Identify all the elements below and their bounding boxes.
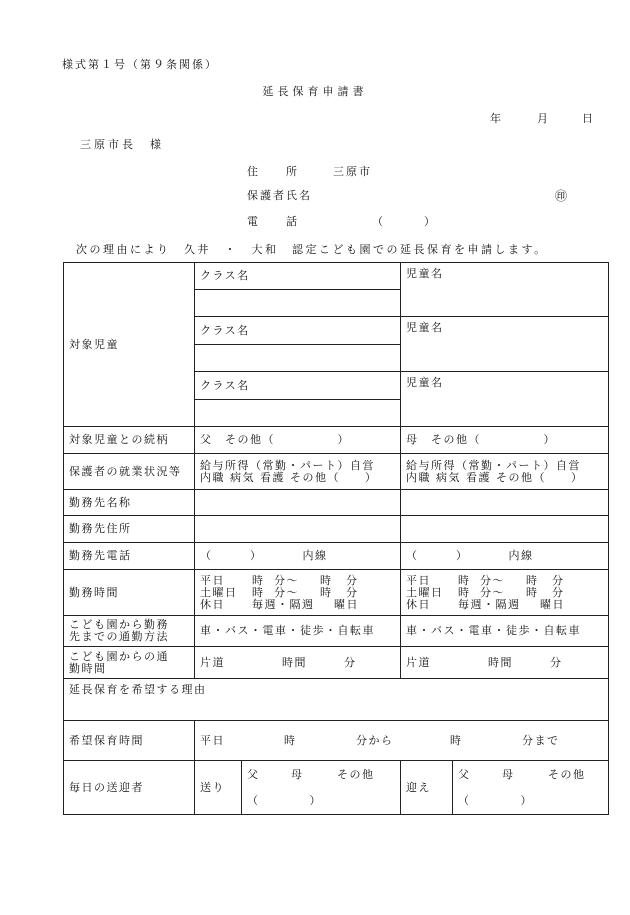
workplace-phone-row: [64, 543, 609, 570]
class-name-field-2[interactable]: [195, 345, 401, 372]
drop-off-field[interactable]: 父 母 その他 （ ）: [242, 761, 401, 815]
relation-father-field[interactable]: 父 その他（ ）: [195, 427, 401, 454]
relation-mother-field[interactable]: 母 その他（ ）: [401, 427, 609, 454]
employment-line-1: 給与所得（常勤・パート）自営: [406, 458, 582, 472]
date-year: 年: [490, 112, 503, 125]
desired-time-row: [64, 721, 609, 761]
phone-paren: （ ）: [200, 549, 263, 562]
workplace-name-mother[interactable]: [401, 490, 609, 516]
request-statement: 次の理由により 久井 ・ 大和 認定こども園での延長保育を申請します。: [76, 243, 548, 256]
class-name-label-1: クラス名: [195, 263, 401, 290]
relation-row: [64, 427, 609, 454]
class-name-label-2: クラス名: [195, 317, 401, 345]
child-name-field-3[interactable]: 児童名: [401, 372, 609, 427]
date-day: 日: [582, 112, 595, 125]
commute-method-father[interactable]: 車・バス・電車・徒歩・自転車: [195, 616, 401, 647]
escort-row: [64, 761, 609, 815]
reason-row: [64, 679, 609, 721]
child-name-field-1[interactable]: 児童名: [401, 263, 609, 317]
extension-label: 内線: [508, 549, 534, 562]
commute-method-label: こども園から勤務 先までの通勤方法: [64, 616, 195, 647]
date-month: 月: [537, 112, 550, 125]
workplace-phone-label: 勤務先電話: [64, 543, 195, 570]
guardian-name-label: 保護者氏名: [247, 189, 312, 202]
desired-time-label: 希望保育時間: [64, 721, 195, 761]
addressee: 三原市長 様: [80, 138, 164, 151]
work-hours-father[interactable]: 平日 時 分～ 時 分 土曜日 時 分～ 時 分 休日 毎週・隔週 曜日: [195, 570, 401, 616]
workplace-address-label: 勤務先住所: [64, 516, 195, 543]
class-name-label-3: クラス名: [195, 372, 401, 400]
commute-method-row: [64, 616, 609, 647]
workplace-address-row: [64, 516, 609, 543]
seal-icon: ㊞: [555, 189, 570, 203]
commute-time-label: こども園からの通 勤時間: [64, 647, 195, 679]
workplace-name-father[interactable]: [195, 490, 401, 516]
relation-label: 対象児童との続柄: [64, 427, 195, 454]
commute-time-mother[interactable]: 片道 時間 分: [401, 647, 609, 679]
workplace-name-row: [64, 490, 609, 516]
class-name-field-3[interactable]: [195, 400, 401, 427]
pick-up-field[interactable]: 父 母 その他 （ ）: [453, 761, 609, 815]
pick-up-label: 迎え: [401, 761, 453, 815]
employment-row: [64, 454, 609, 490]
class-name-field-1[interactable]: [195, 290, 401, 317]
workplace-phone-father[interactable]: [195, 543, 401, 570]
page-title: 延長保育申請書: [262, 85, 368, 98]
address-label: 住 所: [247, 165, 299, 178]
form-number: 様式第１号（第９条関係）: [62, 58, 218, 71]
phone-label: 電 話: [247, 215, 299, 228]
workplace-phone-mother[interactable]: [401, 543, 609, 570]
commute-method-mother[interactable]: 車・バス・電車・徒歩・自転車: [401, 616, 609, 647]
desired-time-field[interactable]: 平日 時 分から 時 分まで: [195, 721, 609, 761]
employment-father-field[interactable]: [195, 454, 401, 490]
employment-line-1: 給与所得（常勤・パート）自営: [200, 458, 375, 472]
address-value[interactable]: 三原市: [333, 165, 372, 178]
employment-line-2: 内職 病気 看護 その他（ ）: [406, 470, 584, 484]
escort-label: 毎日の送迎者: [64, 761, 195, 815]
target-child-label: 対象児童: [64, 263, 195, 427]
employment-label: 保護者の就業状況等: [64, 454, 195, 490]
work-hours-mother[interactable]: 平日 時 分～ 時 分 土曜日 時 分～ 時 分 休日 毎週・隔週 曜日: [401, 570, 609, 616]
work-hours-label: 勤務時間: [64, 570, 195, 616]
reason-field[interactable]: 延長保育を希望する理由: [64, 679, 609, 721]
extension-label: 内線: [302, 549, 328, 562]
application-table: [63, 262, 609, 815]
workplace-address-mother[interactable]: [401, 516, 609, 543]
drop-off-label: 送り: [195, 761, 242, 815]
employment-line-2: 内職 病気 看護 その他（ ）: [200, 470, 378, 484]
employment-mother-field[interactable]: [401, 454, 609, 490]
date-line: [490, 110, 595, 126]
workplace-name-label: 勤務先名称: [64, 490, 195, 516]
child-row-1: [64, 263, 609, 290]
work-hours-row: [64, 570, 609, 616]
commute-time-row: [64, 647, 609, 679]
phone-paren: （ ）: [406, 549, 469, 562]
workplace-address-father[interactable]: [195, 516, 401, 543]
phone-value[interactable]: （ ）: [372, 215, 437, 228]
commute-time-father[interactable]: 片道 時間 分: [195, 647, 401, 679]
child-name-field-2[interactable]: 児童名: [401, 317, 609, 372]
